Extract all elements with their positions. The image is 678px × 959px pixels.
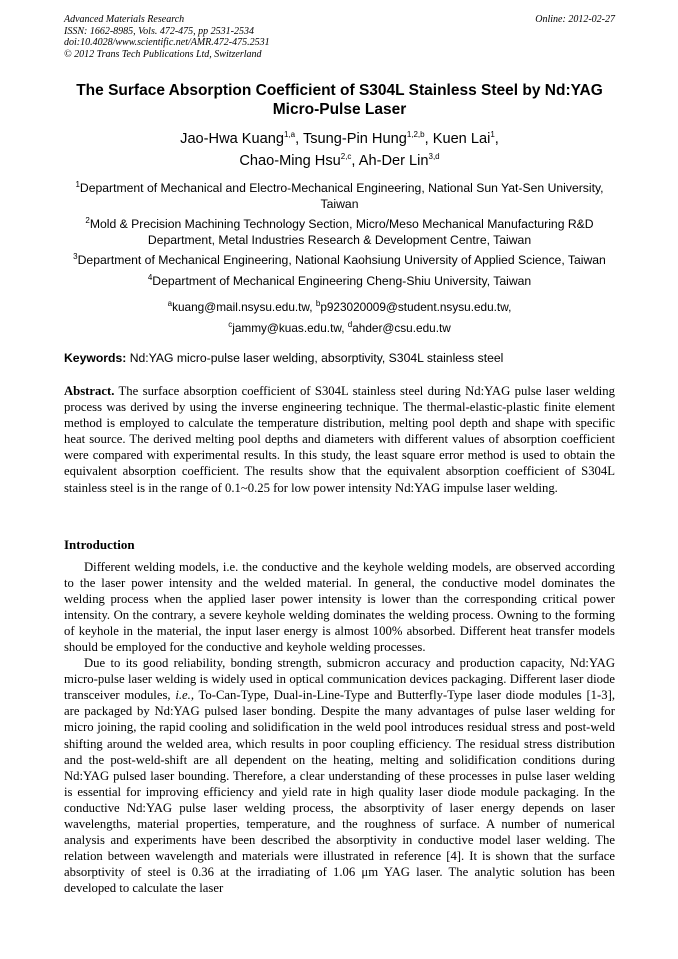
- paragraph-text: To-Can-Type, Dual-in-Line-Type and Butterfly-Type laser diode modules [1-3], are packaged by Nd:YAG pulsed laser bonding. Despite the many advantages of pulse laser welding for micro joining, the rapid cooling and solidification in the weld pool introduces residual stress and post-weld shifting around the welded area, which results in poor coupling efficiency. The residual stress distribution and the post-weld-shift are all dependent on the heating, melting and solidification conditions during Nd:YAG pulsed laser bounding. Therefore, a clear understanding of these processes in pulse laser welding is essential for improving efficiency and yield rate in high quality laser diode module packaging. In the conductive Nd:YAG pulse laser welding process, the absorptivity of laser energy depends on laser wavelengths, material properties, temperature, and the roughness of surface. A number of numerical analysis and experiments have been described the absorptivity in conductive model laser welding. The relation between wavelength and materials were illustrated in reference [4]. It is shown that the surface absorptivity of steel is 0.36 at the irradiating of 1.06 μm YAG laser. The analytic solution has been developed to calculate the laser: [64, 688, 615, 895]
- affiliation-text: Department of Mechanical Engineering Cheng-Shiu University, Taiwan: [152, 273, 532, 288]
- journal-header: [64, 14, 615, 60]
- author-name: Kuen Lai: [432, 131, 491, 147]
- affiliation-text: Department of Mechanical Engineering, National Kaohsiung University of Applied Science, Taiwan: [77, 253, 606, 267]
- author-sep: ,: [351, 153, 359, 169]
- author-name: Tsung-Pin Hung: [302, 131, 407, 147]
- author-list: [64, 128, 615, 172]
- affiliations: [64, 181, 615, 294]
- email-link[interactable]: ahder@csu.edu.tw: [352, 321, 451, 335]
- affiliation-sup: 2: [85, 215, 90, 225]
- journal-name: Advanced Materials Research: [64, 14, 185, 25]
- abstract-label: Abstract.: [64, 384, 115, 398]
- affiliation-sup: 4: [147, 272, 153, 282]
- paragraph: [64, 655, 615, 896]
- affiliation-3: [64, 253, 615, 269]
- email-line-2: [64, 318, 615, 339]
- paragraph-italic: i.e.,: [175, 688, 194, 703]
- author-name: Jao-Hwa Kuang: [180, 131, 284, 147]
- keywords: [64, 351, 615, 366]
- introduction-heading: Introduction: [64, 537, 135, 552]
- keywords-text: Nd:YAG micro-pulse laser welding, absorptivity, S304L stainless steel: [126, 351, 504, 365]
- introduction-body: [64, 559, 615, 896]
- keywords-label: Keywords:: [64, 351, 127, 365]
- author-sep: ,: [295, 131, 303, 147]
- email-line-1: [64, 297, 615, 318]
- title-line-1: The Surface Absorption Coefficient of S304L Stainless Steel by Nd:YAG: [76, 82, 603, 99]
- author-line-1: [64, 128, 615, 150]
- affiliation-text: Mold & Precision Machining Technology Section, Micro/Meso Mechanical Manufacturing R&D Department, Metal Industries Research & Development Centre, Taiwan: [89, 217, 594, 247]
- author-sup: 1: [490, 130, 495, 140]
- affiliation-sup: 1: [75, 179, 80, 189]
- affiliation-sup: 3: [73, 251, 78, 261]
- author-line-2: [64, 150, 615, 172]
- copyright: © 2012 Trans Tech Publications Ltd, Switzerland: [64, 48, 262, 60]
- author-sep: ,: [494, 131, 499, 147]
- affiliation-2: [64, 217, 615, 248]
- title-line-2: Micro-Pulse Laser: [272, 101, 407, 118]
- paragraph-text: Due to its good reliability, bonding strength, submicron accuracy and production capacity, Nd:YAG micro-pulse laser welding is widely used in optical communication devices packaging. Different laser diode transceiver modules,: [64, 656, 615, 703]
- author-name: Chao-Ming Hsu: [239, 153, 341, 169]
- email-sup: d: [347, 320, 353, 330]
- affiliation-4: [64, 274, 615, 290]
- paper-title: [64, 81, 615, 119]
- online-date: Online: 2012-02-27: [535, 14, 615, 25]
- abstract-text: The surface absorption coefficient of S304L stainless steel during Nd:YAG pulse laser welding process was derived by using the inverse engineering technique. The thermal-elastic-plastic finite element method is employed to calculate the temperature distribution, melting pool depth and shape with specific heat source. The derived melting pool depths and diameters with different values of absorption coefficient were compared with experimental results. In this study, the least square error method is used to obtain the equivalent absorption coefficient. The results show that the equivalent absorption coefficient of S304L stainless steel is in the range of 0.1~0.25 for low power intensity Nd:YAG impulse laser welding.: [64, 384, 615, 495]
- author-emails: [64, 297, 615, 339]
- author-sup: 1,2,b: [406, 130, 425, 140]
- paragraph: Different welding models, i.e. the conductive and the keyhole welding models, are observed according to the laser power intensity and the welded material. In general, the conductive model dominates the welding process when the applied laser power intensity is lower than the corresponding critical power intensity. On the contrary, a severe keyhole welding dominates the welding process. Owning to the forming of keyhole in the material, the input laser energy is almost 100% absorbed. Different heat transfer models should be employed for the conductive and keyhole welding processes.: [64, 560, 615, 655]
- issn: ISSN: 1662-8985, Vols. 472-475, pp 2531-2534: [64, 25, 254, 37]
- affiliation-text: Department of Mechanical and Electro-Mechanical Engineering, National Sun Yat-Sen University, Taiwan: [79, 181, 604, 211]
- email-sup: b: [315, 299, 321, 309]
- email-link[interactable]: jammy@kuas.edu.tw,: [232, 321, 348, 335]
- author-sup: 1,a: [283, 130, 296, 140]
- abstract: [64, 383, 615, 496]
- affiliation-1: [64, 181, 615, 212]
- email-sup: c: [228, 320, 233, 330]
- doi: doi:10.4028/www.scientific.net/AMR.472-475.2531: [64, 37, 270, 48]
- author-sup: 3,d: [428, 152, 440, 162]
- author-sup: 2,c: [340, 152, 352, 162]
- email-link[interactable]: kuang@mail.nsysu.edu.tw,: [172, 300, 316, 314]
- email-link[interactable]: p923020009@student.nsysu.edu.tw,: [320, 300, 512, 314]
- author-sep: ,: [424, 131, 433, 147]
- email-sup: a: [167, 299, 173, 309]
- author-name: Ah-Der Lin: [358, 153, 429, 169]
